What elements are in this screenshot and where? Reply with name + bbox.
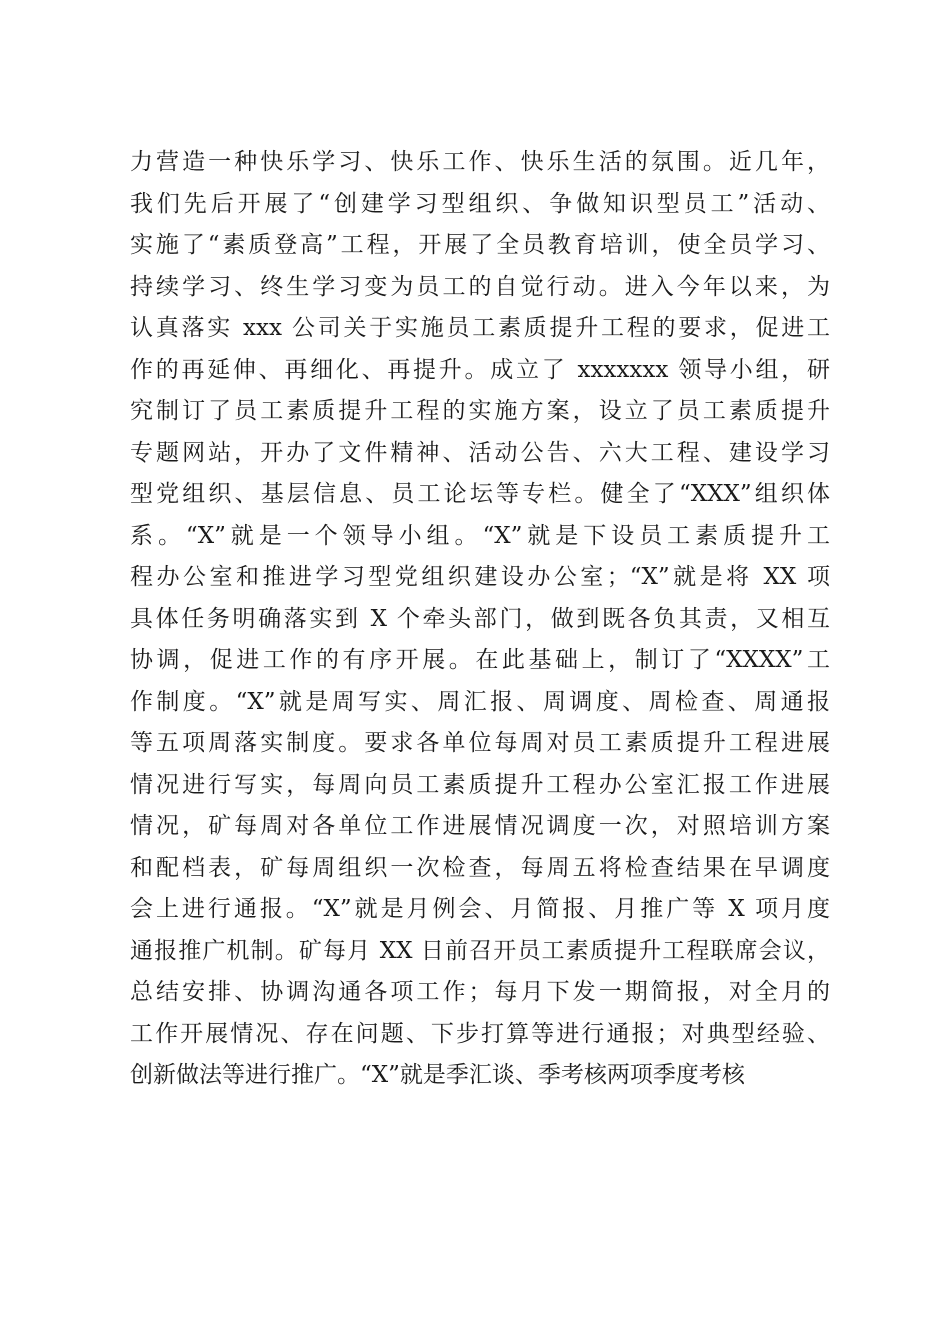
text-line: 认真落实 xxx 公司关于实施员工素质提升工程的要求，促进工: [130, 315, 830, 341]
text-line: 等五项周落实制度。要求各单位每周对员工素质提升工程进展: [130, 730, 830, 756]
text-line: 程办公室和推进学习型党组织建设办公室；“X”就是将 XX 项: [130, 564, 830, 590]
text-line: 力营造一种快乐学习、快乐工作、快乐生活的氛围。近几年，: [130, 149, 830, 175]
text-line: 专题网站，开办了文件精神、活动公告、六大工程、建设学习: [130, 439, 830, 466]
body-paragraph: [130, 142, 830, 1097]
text-line: 通报推广机制。矿每月 XX 日前召开员工素质提升工程联席会议，: [130, 937, 830, 964]
text-line: 究制订了员工素质提升工程的实施方案，设立了员工素质提升: [130, 398, 830, 424]
text-line: 作的再延伸、再细化、再提升。成立了 xxxxxxx 领导小组，研: [130, 356, 830, 383]
text-line: 型党组织、基层信息、员工论坛等专栏。健全了“XXX”组织体: [130, 481, 830, 507]
text-line: 总结安排、协调沟通各项工作；每月下发一期简报，对全月的: [130, 979, 830, 1005]
text-line: 我们先后开展了“创建学习型组织、争做知识型员工”活动、: [130, 190, 830, 217]
text-line: 和配档表，矿每周组织一次检查，每周五将检查结果在早调度: [130, 854, 830, 881]
text-line: 持续学习、终生学习变为员工的自觉行动。进入今年以来，为: [130, 273, 830, 300]
text-line: 协调，促进工作的有序开展。在此基础上，制订了“XXXX”工: [130, 647, 830, 673]
text-line: 会上进行通报。“X”就是月例会、月简报、月推广等 X 项月度: [130, 896, 830, 922]
text-line: 具体任务明确落实到 X 个牵头部门，做到既各负其责，又相互: [130, 605, 830, 632]
text-line: 系。“X”就是一个领导小组。“X”就是下设员工素质提升工: [130, 522, 830, 549]
text-line: 作制度。“X”就是周写实、周汇报、周调度、周检查、周通报: [130, 688, 830, 715]
text-line: 情况进行写实，每周向员工素质提升工程办公室汇报工作进展: [130, 771, 830, 798]
text-line: 情况，矿每周对各单位工作进展情况调度一次，对照培训方案: [130, 813, 830, 839]
text-line: 工作开展情况、存在问题、下步打算等进行通报；对典型经验、: [130, 1020, 830, 1047]
text-line: 创新做法等进行推广。“X”就是季汇谈、季考核两项季度考核: [130, 1062, 745, 1088]
text-line: 实施了“素质登高”工程，开展了全员教育培训，使全员学习、: [130, 232, 830, 258]
